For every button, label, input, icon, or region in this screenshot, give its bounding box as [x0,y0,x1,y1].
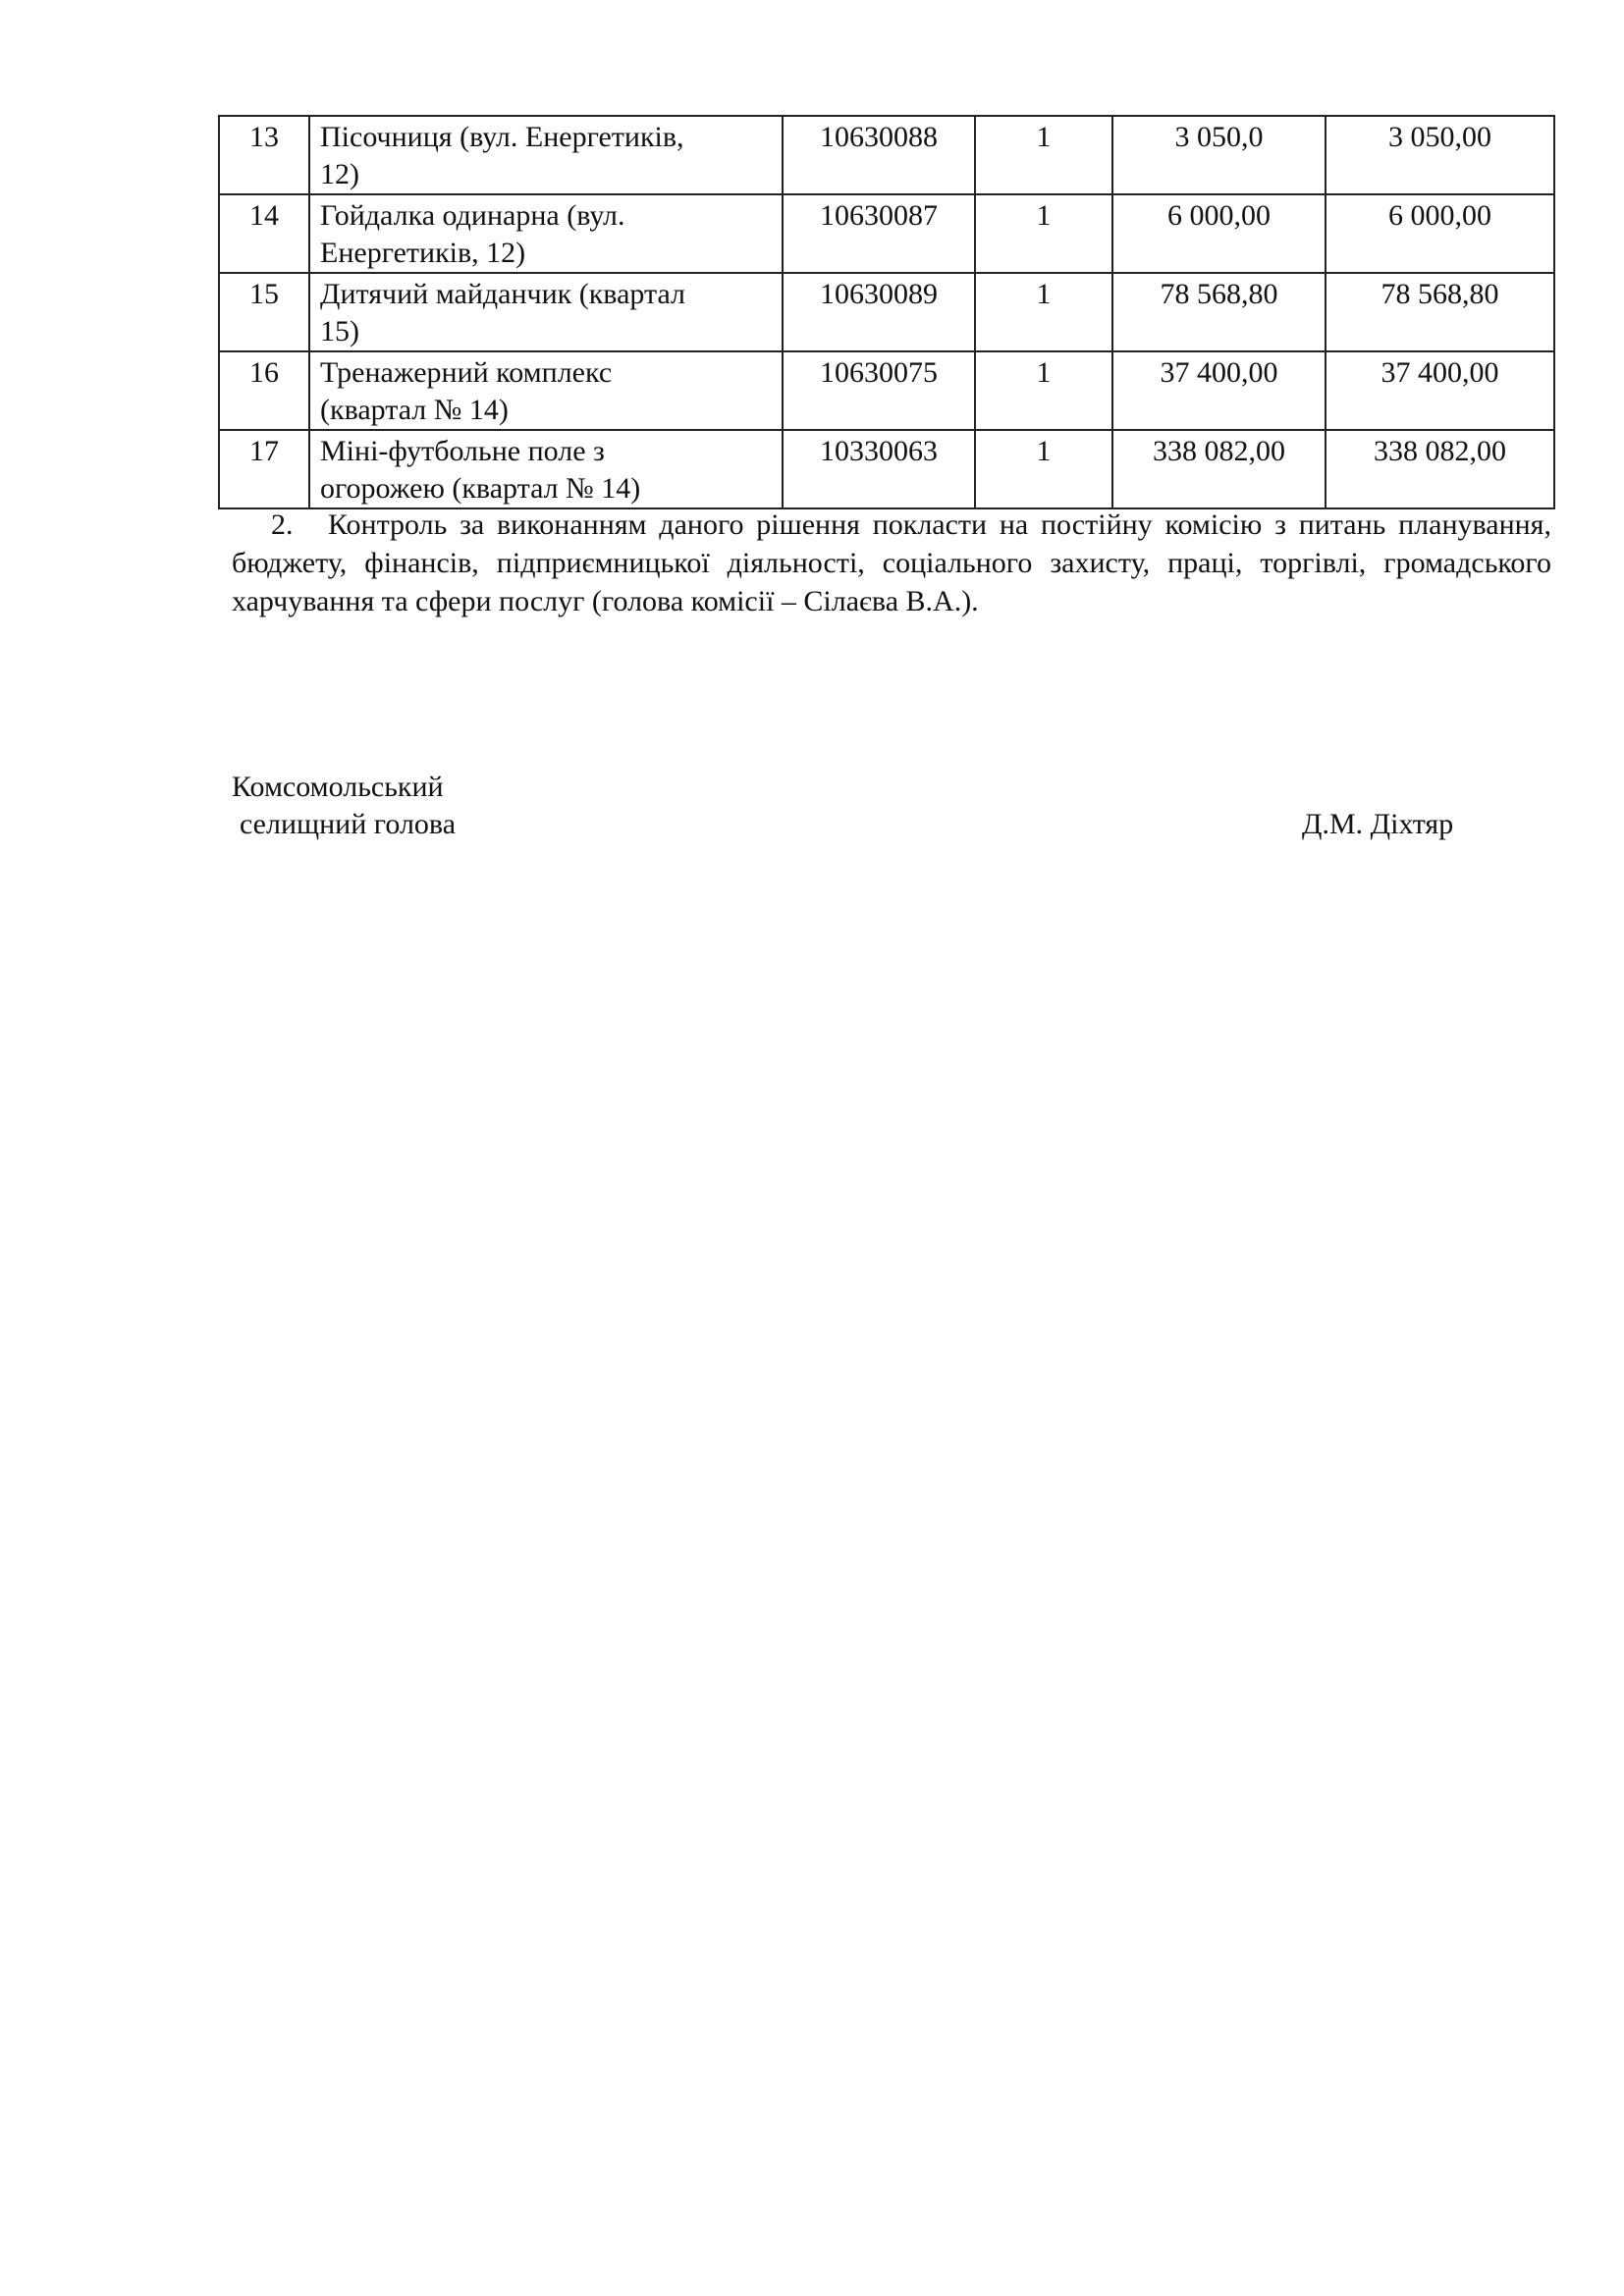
quantity: 1 [975,430,1112,508]
sum: 3 050,00 [1326,116,1554,194]
row-number: 14 [219,194,309,273]
item-name: Міні-футбольне поле з огорожею (квартал № 14) [309,430,783,508]
item-name: Пісочниця (вул. Енергетиків, 12) [309,116,783,194]
paragraph-number: 2. [271,508,294,541]
quantity: 1 [975,273,1112,351]
inventory-number: 10630075 [783,351,975,430]
table-row [219,116,1554,194]
row-number: 15 [219,273,309,351]
inventory-number: 10630089 [783,273,975,351]
signatory-name: Д.М. Діхтяр [1302,808,1454,840]
paragraph-text: Контроль за виконанням даного рішення покласти на постійну комісію з питань планування, бюджету, фінансів, підприємницької діяльності, соціального захисту, праці, торгівлі, громадського харчування та сфери послуг (голова комісії – Сілаєва В.А.). [232,508,1551,617]
sum: 37 400,00 [1326,351,1554,430]
item-name: Тренажерний комплекс (квартал № 14) [309,351,783,430]
sum: 338 082,00 [1326,430,1554,508]
quantity: 1 [975,351,1112,430]
table-row [219,430,1554,508]
row-number: 13 [219,116,309,194]
price: 37 400,00 [1112,351,1326,430]
quantity: 1 [975,194,1112,273]
row-number: 17 [219,430,309,508]
table-row [219,273,1554,351]
inventory-number: 10330063 [783,430,975,508]
item-name: Дитячий майданчик (квартал 15) [309,273,783,351]
table-row [219,194,1554,273]
sum: 78 568,80 [1326,273,1554,351]
assets-table [218,115,1555,509]
signature-org-line-1: Комсомольський [232,771,444,803]
inventory-number: 10630088 [783,116,975,194]
table-row [219,351,1554,430]
sum: 6 000,00 [1326,194,1554,273]
inventory-number: 10630087 [783,194,975,273]
item-name: Гойдалка одинарна (вул. Енергетиків, 12) [309,194,783,273]
resolution-paragraph [232,506,1551,620]
price: 6 000,00 [1112,194,1326,273]
price: 3 050,0 [1112,116,1326,194]
signature-org-line-2: селищний голова [240,808,457,840]
quantity: 1 [975,116,1112,194]
price: 78 568,80 [1112,273,1326,351]
price: 338 082,00 [1112,430,1326,508]
row-number: 16 [219,351,309,430]
